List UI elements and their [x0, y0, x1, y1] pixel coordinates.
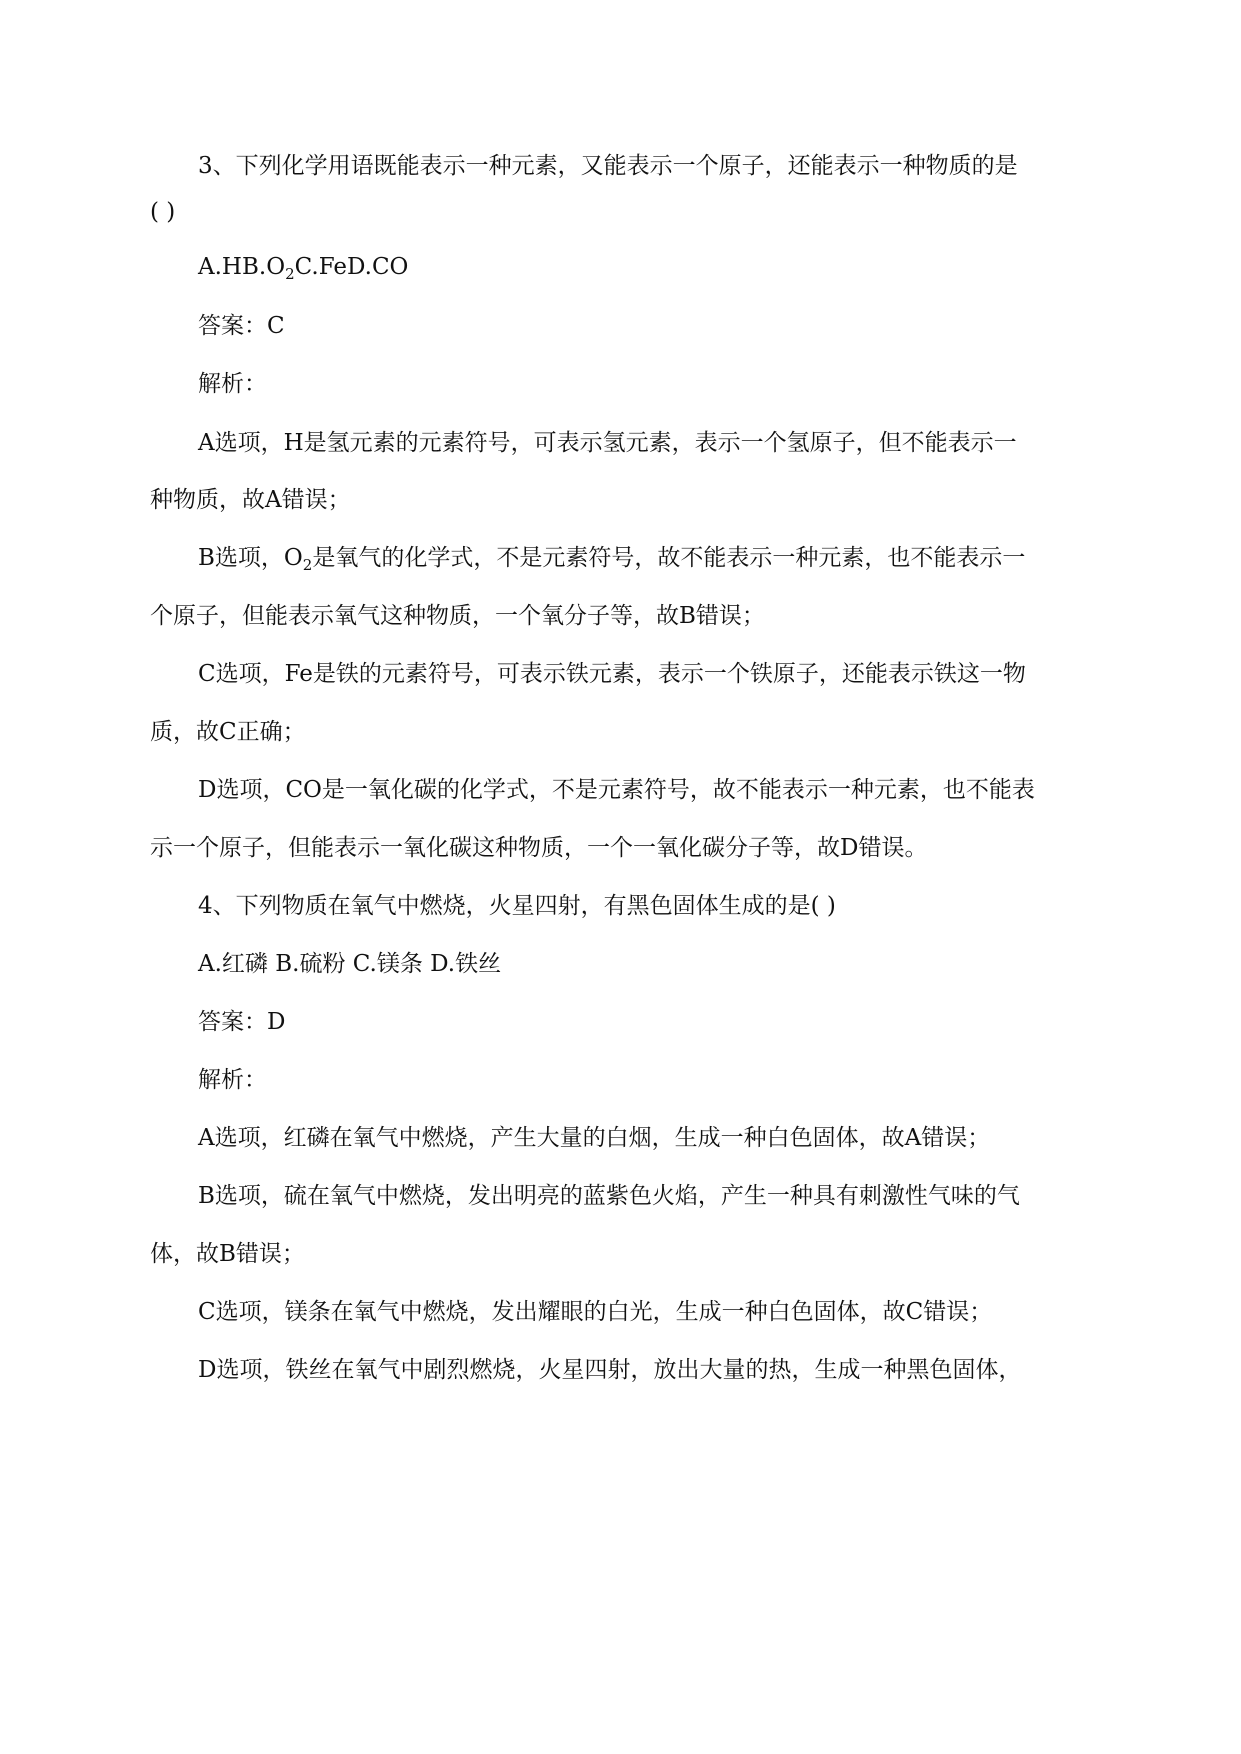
q3-b-prefix: B选项，: [198, 545, 284, 571]
q3-analysis-c-line1: C选项，Fe是铁的元素符号，可表示铁元素，表示一个铁原子，还能表示铁这一物: [198, 661, 1026, 687]
q3-option-b-sub: 2: [285, 265, 295, 283]
q4-answer: 答案：D: [198, 1009, 286, 1035]
q3-stem-line2: ( ): [150, 199, 176, 225]
q3-option-b-o: O: [266, 254, 286, 280]
q4-analysis-a-line1: A选项，红磷在氧气中燃烧，产生大量的白烟，生成一种白色固体，故A错误；: [198, 1125, 991, 1151]
q3-analysis-b-line1: [198, 542, 1025, 574]
q4-analysis-c-line1: C选项，镁条在氧气中燃烧，发出耀眼的白光，生成一种白色固体，故C错误；: [198, 1299, 993, 1325]
q3-stem-line1: 3、下列化学用语既能表示一种元素，又能表示一个原子，还能表示一种物质的是: [198, 153, 1018, 179]
q3-b-rest: 是氧气的化学式，不是元素符号，故不能表示一种元素，也不能表示一: [312, 545, 1026, 571]
q4-analysis-d-line1: D选项，铁丝在氧气中剧烈燃烧，火星四射，放出大量的热，生成一种黑色固体，: [198, 1357, 1022, 1383]
q3-analysis-label: 解析：: [198, 371, 267, 397]
q3-answer: 答案：C: [198, 313, 285, 339]
q3-analysis-d-line2: 示一个原子，但能表示一氧化碳这种物质，一个一氧化碳分子等，故D错误。: [150, 835, 928, 861]
q3-option-a: A.HB.: [198, 254, 267, 280]
q3-option-rest: C.FeD.CO: [294, 254, 409, 280]
q4-analysis-b-line1: B选项，硫在氧气中燃烧，发出明亮的蓝紫色火焰，产生一种具有刺激性气味的气: [198, 1183, 1020, 1209]
q3-b-o2-sub: 2: [302, 556, 313, 574]
q3-b-o2-letter: O: [283, 545, 303, 571]
q3-analysis-b-line2: 个原子，但能表示氧气这种物质，一个氧分子等，故B错误；: [150, 603, 765, 629]
q3-analysis-a-line1: A选项，H是氢元素的元素符号，可表示氢元素，表示一个氢原子，但不能表示一: [198, 430, 1017, 456]
q4-analysis-b-line2: 体，故B错误；: [150, 1241, 305, 1267]
q4-analysis-label: 解析：: [198, 1067, 267, 1093]
q3-analysis-c-line2: 质，故C正确；: [150, 719, 306, 745]
q3-analysis-d-line1: D选项，CO是一氧化碳的化学式，不是元素符号，故不能表示一种元素，也不能表: [198, 777, 1035, 803]
q3-analysis-a-line2: 种物质，故A错误；: [150, 487, 351, 513]
q4-stem: 4、下列物质在氧气中燃烧，火星四射，有黑色固体生成的是( ): [198, 893, 836, 919]
q4-options: A.红磷 B.硫粉 C.镁条 D.铁丝: [198, 951, 502, 977]
q3-options: [198, 251, 408, 283]
